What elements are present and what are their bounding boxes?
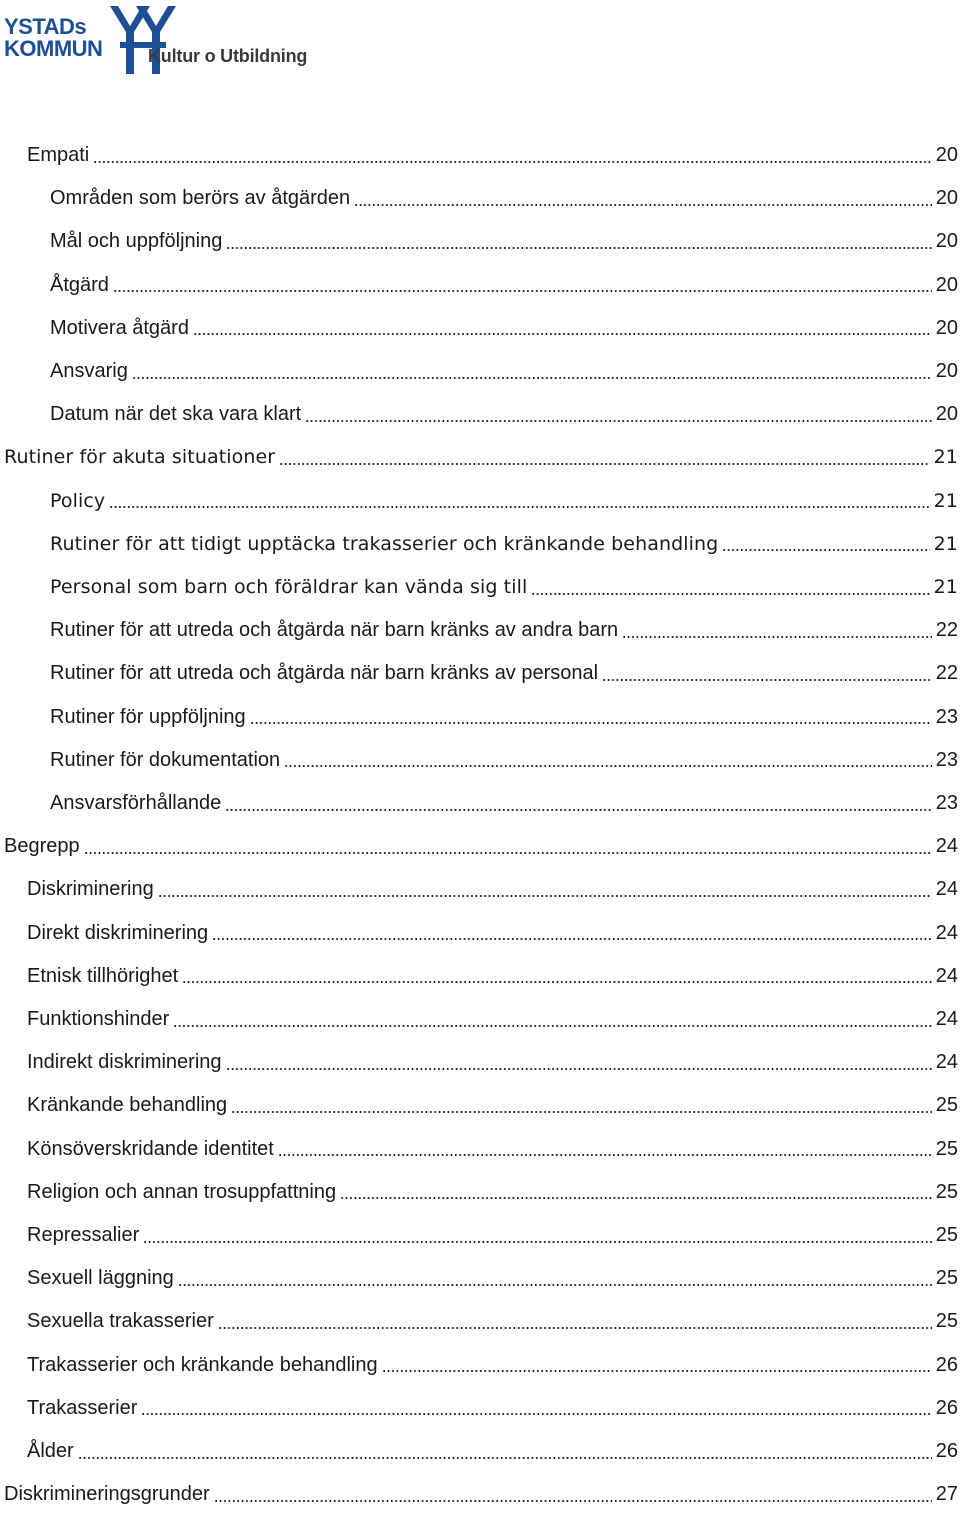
toc-entry-title: Motivera åtgärd — [50, 316, 189, 339]
toc-entry[interactable] — [0, 825, 958, 868]
toc-entry-title: Policy — [50, 489, 106, 512]
toc-entry-title: Mål och uppföljning — [50, 230, 223, 253]
toc-dot-leader — [173, 1011, 931, 1031]
toc-entry-title: Rutiner för att tidigt upptäcka trakasserier och kränkande behandling — [50, 532, 719, 555]
toc-dot-leader — [722, 535, 929, 555]
toc-entry-page: 27 — [935, 1483, 958, 1506]
toc-entry[interactable] — [0, 1084, 958, 1127]
toc-entry[interactable] — [0, 1430, 958, 1473]
toc-entry[interactable] — [0, 393, 958, 436]
toc-entry-page: 21 — [933, 576, 958, 598]
toc-dot-leader — [231, 1097, 932, 1117]
toc-entry-page: 21 — [933, 446, 958, 469]
toc-entry-title: Könsöverskridande identitet — [27, 1137, 274, 1160]
toc-dot-leader — [214, 1486, 932, 1506]
toc-entry-title: Funktionshinder — [27, 1008, 170, 1030]
toc-dot-leader — [178, 1270, 932, 1290]
toc-entry-title: Rutiner för uppföljning — [50, 705, 246, 728]
toc-entry-page: 25 — [935, 1137, 958, 1160]
logo-department: Kultur o Utbildning — [148, 46, 308, 66]
toc-entry-title: Empati — [27, 144, 90, 166]
toc-entry[interactable] — [0, 566, 958, 609]
toc-entry-title: Rutiner för dokumentation — [50, 748, 281, 771]
toc-entry-title: Begrepp — [4, 835, 80, 858]
toc-entry-page: 24 — [935, 964, 958, 987]
toc-entry[interactable] — [0, 1214, 958, 1257]
toc-dot-leader — [182, 967, 932, 987]
toc-entry-page: 25 — [935, 1180, 958, 1203]
toc-dot-leader — [279, 449, 929, 469]
toc-entry[interactable] — [0, 652, 958, 695]
toc-entry-page: 24 — [935, 1008, 958, 1030]
toc-entry[interactable] — [0, 134, 958, 177]
toc-dot-leader — [84, 838, 932, 858]
toc-dot-leader — [158, 881, 932, 901]
toc-entry-title: Diskriminering — [27, 878, 154, 901]
toc-dot-leader — [193, 319, 932, 339]
toc-entry[interactable] — [0, 998, 958, 1041]
toc-entry-title: Direkt diskriminering — [27, 921, 209, 944]
toc-dot-leader — [225, 795, 932, 815]
toc-entry-title: Etnisk tillhörighet — [27, 964, 179, 987]
toc-entry-page: 22 — [935, 662, 958, 685]
toc-entry-page: 20 — [935, 403, 958, 426]
toc-entry-page: 23 — [935, 792, 958, 814]
toc-entry-page: 25 — [935, 1224, 958, 1246]
toc-entry-title: Trakasserier — [27, 1396, 138, 1419]
toc-entry-page: 23 — [935, 705, 958, 728]
toc-entry-page: 24 — [935, 835, 958, 858]
toc-entry[interactable] — [0, 696, 958, 739]
toc-entry-page: 21 — [933, 532, 958, 555]
toc-entry[interactable] — [0, 307, 958, 350]
toc-entry-title: Religion och annan trosuppfattning — [27, 1180, 337, 1203]
toc-dot-leader — [93, 147, 932, 167]
toc-entry-title: Rutiner för att utreda och åtgärda när barn kränks av andra barn — [50, 619, 619, 642]
toc-entry[interactable] — [0, 1300, 958, 1343]
toc-dot-leader — [78, 1443, 932, 1463]
logo-line1: YSTADs — [4, 14, 87, 39]
toc-entry[interactable] — [0, 912, 958, 955]
toc-entry[interactable] — [0, 609, 958, 652]
toc-entry-page: 25 — [935, 1267, 958, 1290]
toc-entry-page: 20 — [935, 144, 958, 166]
toc-dot-leader — [226, 1054, 932, 1074]
toc-entry-title: Rutiner för att utreda och åtgärda när barn kränks av personal — [50, 662, 599, 685]
toc-dot-leader — [132, 363, 932, 383]
toc-entry-page: 25 — [935, 1310, 958, 1333]
toc-entry[interactable] — [0, 264, 958, 307]
toc-entry[interactable] — [0, 1257, 958, 1300]
toc-entry-page: 24 — [935, 1051, 958, 1074]
toc-dot-leader — [531, 579, 929, 599]
toc-entry[interactable] — [0, 1128, 958, 1171]
toc-entry[interactable] — [0, 220, 958, 263]
toc-dot-leader — [278, 1140, 932, 1160]
toc-entry[interactable] — [0, 1344, 958, 1387]
toc-dot-leader — [340, 1183, 932, 1203]
toc-dot-leader — [602, 665, 932, 685]
toc-dot-leader — [218, 1313, 932, 1333]
toc-entry-page: 20 — [935, 230, 958, 253]
toc-entry[interactable] — [0, 739, 958, 782]
toc-entry[interactable] — [0, 523, 958, 566]
toc-entry-title: Trakasserier och kränkande behandling — [27, 1353, 378, 1376]
toc-entry-title: Åtgärd — [50, 273, 109, 296]
toc-entry[interactable] — [0, 480, 958, 523]
toc-dot-leader — [109, 492, 929, 512]
logo-line2: KOMMUN — [4, 36, 103, 61]
toc-entry-title: Rutiner för akuta situationer — [4, 446, 276, 469]
toc-dot-leader — [250, 708, 932, 728]
toc-entry-page: 20 — [935, 360, 958, 382]
toc-dot-leader — [141, 1399, 931, 1419]
toc-dot-leader — [226, 233, 931, 253]
toc-entry-title: Ansvarsförhållande — [50, 792, 222, 814]
toc-dot-leader — [382, 1356, 932, 1376]
toc-dot-leader — [284, 751, 932, 771]
toc-dot-leader — [212, 924, 932, 944]
toc-entry-title: Repressalier — [27, 1224, 140, 1246]
toc-entry[interactable] — [0, 1041, 958, 1084]
toc-dot-leader — [113, 276, 932, 296]
toc-entry-title: Områden som berörs av åtgärden — [50, 187, 351, 210]
toc-entry-title: Ålder — [27, 1440, 74, 1462]
toc-entry-page: 21 — [933, 489, 958, 512]
toc-entry[interactable] — [0, 177, 958, 220]
toc-entry-title: Personal som barn och föräldrar kan vända sig till — [50, 576, 528, 598]
toc-entry-page: 25 — [935, 1094, 958, 1117]
toc-entry-page: 26 — [935, 1353, 958, 1376]
toc-entry-page: 20 — [935, 316, 958, 339]
toc-entry[interactable] — [0, 1387, 958, 1430]
toc-entry[interactable] — [0, 1171, 958, 1214]
toc-dot-leader — [305, 406, 932, 426]
toc-entry[interactable] — [0, 782, 958, 825]
toc-entry[interactable] — [0, 350, 958, 393]
ystad-kommun-logo — [4, 2, 334, 78]
toc-entry-page: 24 — [935, 878, 958, 901]
toc-dot-leader — [354, 190, 932, 210]
logo-wordmark — [4, 16, 104, 60]
toc-entry-page: 20 — [935, 273, 958, 296]
toc-entry[interactable] — [0, 868, 958, 911]
toc-entry-page: 26 — [935, 1440, 958, 1462]
toc-entry-page: 24 — [935, 921, 958, 944]
toc-entry-page: 22 — [935, 619, 958, 642]
page-header — [0, 0, 960, 80]
toc-entry-title: Sexuell läggning — [27, 1267, 174, 1290]
toc-entry-title: Datum när det ska vara klart — [50, 403, 302, 426]
toc-entry-page: 20 — [935, 187, 958, 210]
toc-dot-leader — [143, 1227, 931, 1247]
toc-entry-title: Ansvarig — [50, 360, 128, 382]
toc-entry[interactable] — [0, 955, 958, 998]
toc-entry[interactable] — [0, 1473, 958, 1516]
toc-entry-title: Indirekt diskriminering — [27, 1051, 222, 1074]
toc-entry-title: Diskrimineringsgrunder — [4, 1483, 210, 1506]
toc-dot-leader — [622, 622, 932, 642]
toc-entry-title: Kränkande behandling — [27, 1094, 228, 1117]
toc-entry[interactable] — [0, 436, 958, 479]
toc-entry-page: 23 — [935, 748, 958, 771]
toc-entry-page: 26 — [935, 1396, 958, 1419]
toc-entry-title: Sexuella trakasserier — [27, 1310, 214, 1333]
